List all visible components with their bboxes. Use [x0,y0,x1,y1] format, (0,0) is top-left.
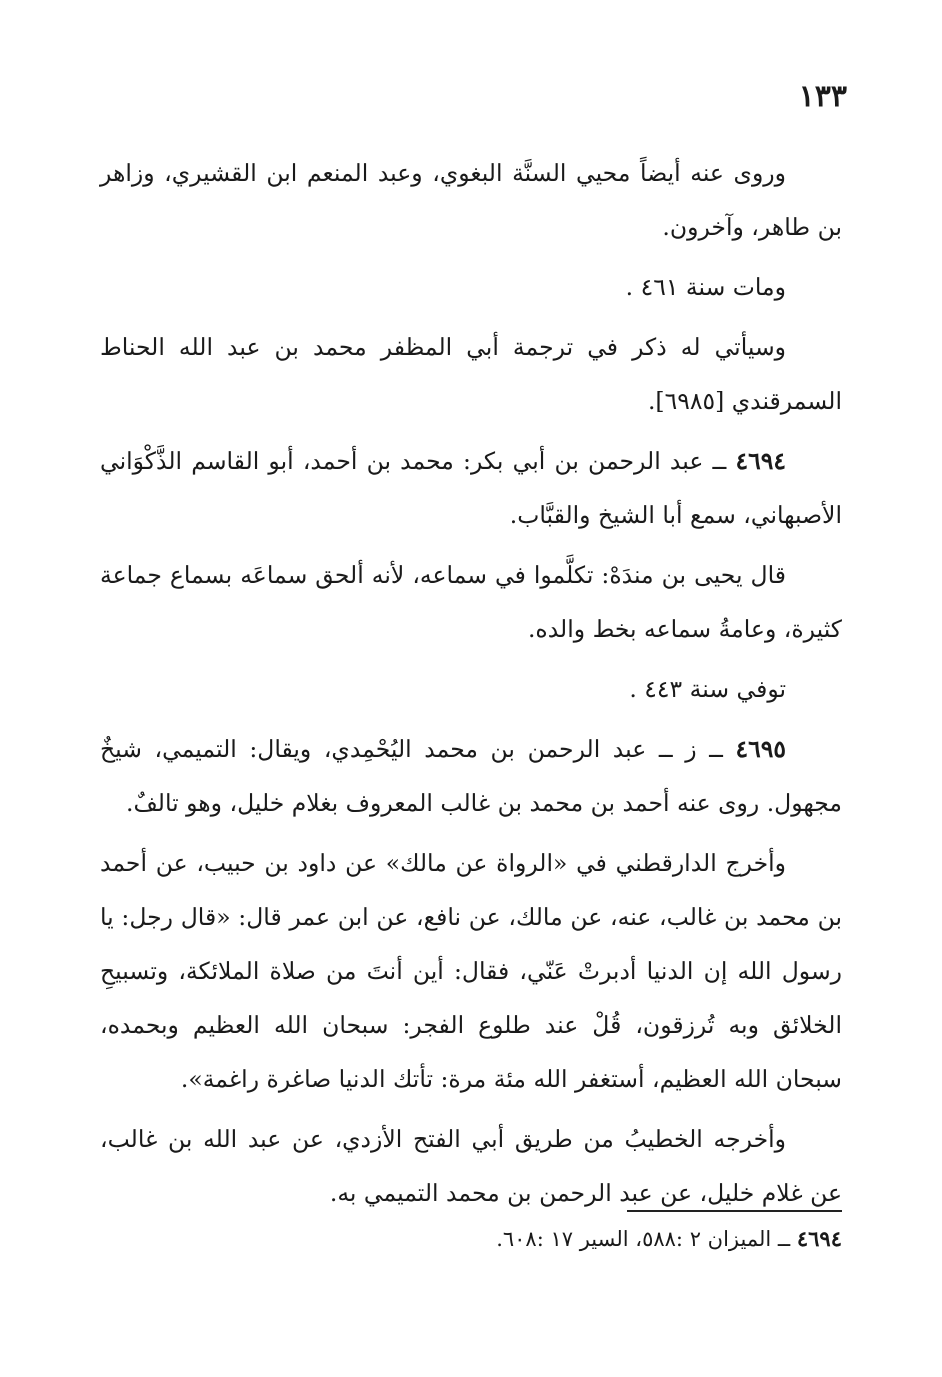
paragraph-transmitters: وروى عنه أيضاً محيي السنَّة البغوي، وعبد المنعم ابن القشيري، وزاهر بن طاهر، وآخرون. [100,159,842,241]
paragraph-criticism: قال يحيى بن مندَهْ: تكلَّموا في سماعه، لأنه ألحق سماعَه بسماع جماعة كثيرة، وعامةُ سماعه بخط والده. [100,561,842,643]
footnote-divider [627,1210,842,1212]
entry-text: ــ عبد الرحمن بن أبي بكر: محمد بن أحمد، أبو القاسم الذَّكْوَاني الأصبهاني، سمع أبا الشيخ والقبَّاب. [100,447,842,529]
paragraph-hadith: وأخرج الدارقطني في «الرواة عن مالك» عن داود بن حبيب، عن أحمد بن محمد بن غالب، عنه، عن مالك، عن نافع، عن ابن عمر قال: «قال رجل: يا رسول الله إن الدنيا أدبرتْ عَنّي، فقال: أين أنتَ من صلاة الملائكة، وتسبيحِ الخلائق وبه تُرزقون، قُلْ عند طلوع الفجر: سبحان الله العظيم وبحمده، سبحان الله العظيم، أستغفر الله مئة مرة: تأتك الدنيا صاغرة راغمة». [100,849,842,1093]
paragraph-khatib: وأخرجه الخطيبُ من طريق أبي الفتح الأزدي، عن عبد الله بن غالب، عن غلام خليل، عن عبد الرحمن بن محمد التميمي به. [100,1125,842,1207]
footnote [496,1222,842,1256]
paragraph-cross-reference: وسيأتي له ذكر في ترجمة أبي المظفر محمد بن عبد الله الحناط السمرقندي [٦٩٨٥]. [100,333,842,415]
page-number: ١٣٣ [798,79,847,114]
entry-text: ــ ز ــ عبد الرحمن بن محمد اليُحْمِدي، ويقال: التميمي، شيخٌ مجهول. روى عنه أحمد بن محمد بن غالب المعروف بغلام خليل، وهو تالفٌ. [100,735,842,817]
entry-number: ٤٦٩٥ [735,735,786,763]
entry-4694 [100,434,842,542]
main-text [100,146,842,1226]
entry-number: ٤٦٩٤ [735,447,786,475]
paragraph-death-year-2: توفي سنة ٤٤٣ . [629,675,786,703]
footnote-entry-number: ٤٦٩٤ [796,1226,842,1251]
entry-4695 [100,722,842,830]
paragraph-death-year: ومات سنة ٤٦١ . [625,273,786,301]
footnote-text: ــ الميزان ٢ :٥٨٨، السير ١٧ :٦٠٨. [496,1227,791,1251]
